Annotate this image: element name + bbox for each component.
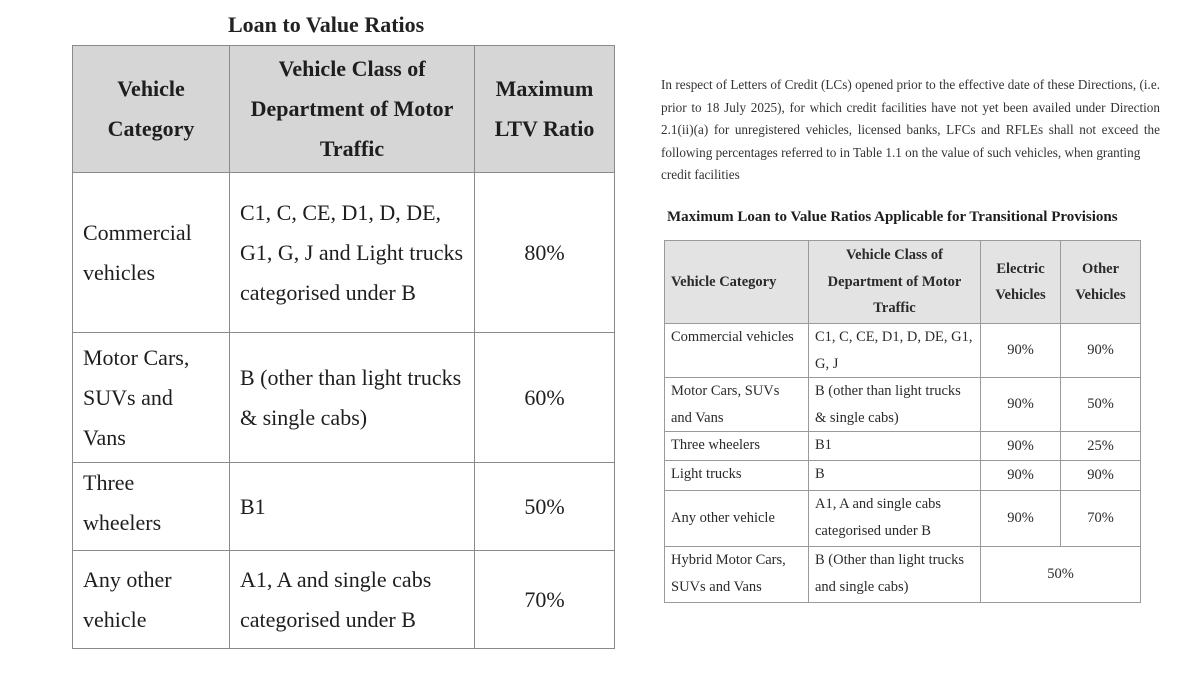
cell-other: 90% [1061, 461, 1141, 491]
table-header-row [73, 46, 615, 173]
header-electric: Electric Vehicles [981, 241, 1061, 324]
cell-class: C1, C, CE, D1, D, DE, G1, G, J and Light trucks categorised under B [230, 173, 475, 333]
cell-electric: 90% [981, 491, 1061, 547]
cell-class: B (Other than light trucks and single cabs) [809, 547, 981, 603]
cell-class: C1, C, CE, D1, D, DE, G1, G, J [809, 324, 981, 378]
table-row [665, 432, 1141, 461]
cell-class: B [809, 461, 981, 491]
cell-category: Three wheelers [73, 463, 230, 551]
cell-ltv: 80% [475, 173, 615, 333]
table-row [73, 333, 615, 463]
cell-category: Any other vehicle [665, 491, 809, 547]
table-row [665, 378, 1141, 432]
table-row [665, 491, 1141, 547]
cell-class: A1, A and single cabs categorised under B [230, 551, 475, 649]
header-other: Other Vehicles [1061, 241, 1141, 324]
cell-class: B1 [809, 432, 981, 461]
table-row [73, 173, 615, 333]
cell-ltv: 60% [475, 333, 615, 463]
cell-category: Commercial vehicles [665, 324, 809, 378]
table-row [73, 551, 615, 649]
cell-category: Commercial vehicles [73, 173, 230, 333]
cell-electric: 90% [981, 432, 1061, 461]
transitional-ltv-table [664, 240, 1141, 603]
header-vehicle-category: Vehicle Category [665, 241, 809, 324]
cell-ltv: 50% [475, 463, 615, 551]
table-row [73, 463, 615, 551]
cell-category: Motor Cars, SUVs and Vans [73, 333, 230, 463]
intro-paragraph-text: In respect of Letters of Credit (LCs) opened prior to the effective date of these Directions, (i.e. prior to 18 July 2025), for which credit facilities have not yet been availed under Direction 2.1(ii)(a) for unregistered vehicles, licensed banks, LFCs and RFLEs shall not exceed the following percentages referred to in Table 1.1 on the value of such vehicles, when granting [661, 77, 1160, 160]
left-table-title: Loan to Value Ratios [228, 12, 425, 37]
cell-other: 90% [1061, 324, 1141, 378]
cell-other: 70% [1061, 491, 1141, 547]
header-vehicle-category: Vehicle Category [73, 46, 230, 173]
cell-class: A1, A and single cabs categorised under B [809, 491, 981, 547]
header-max-ltv: Maximum LTV Ratio [475, 46, 615, 173]
intro-paragraph [661, 74, 1160, 183]
transitional-table-title: Maximum Loan to Value Ratios Applicable for Transitional Provisions [667, 209, 1118, 225]
cell-category: Motor Cars, SUVs and Vans [665, 378, 809, 432]
intro-paragraph-cut: credit facilities [661, 167, 740, 183]
table-row [665, 324, 1141, 378]
header-vehicle-class: Vehicle Class of Department of Motor Traffic [809, 241, 981, 324]
cell-category: Hybrid Motor Cars, SUVs and Vans [665, 547, 809, 603]
cell-ltv: 70% [475, 551, 615, 649]
cell-category: Three wheelers [665, 432, 809, 461]
table-header-row [665, 241, 1141, 324]
cell-electric: 90% [981, 378, 1061, 432]
cell-other: 25% [1061, 432, 1141, 461]
cell-electric: 90% [981, 324, 1061, 378]
ltv-table [72, 45, 615, 649]
cell-class: B1 [230, 463, 475, 551]
table-row [665, 547, 1141, 603]
header-vehicle-class: Vehicle Class of Department of Motor Traffic [230, 46, 475, 173]
table-row [665, 461, 1141, 491]
cell-merged-ratio: 50% [981, 547, 1141, 603]
cell-electric: 90% [981, 461, 1061, 491]
cell-class: B (other than light trucks & single cabs) [809, 378, 981, 432]
cell-category: Light trucks [665, 461, 809, 491]
cell-class: B (other than light trucks & single cabs) [230, 333, 475, 463]
cell-other: 50% [1061, 378, 1141, 432]
cell-category: Any other vehicle [73, 551, 230, 649]
